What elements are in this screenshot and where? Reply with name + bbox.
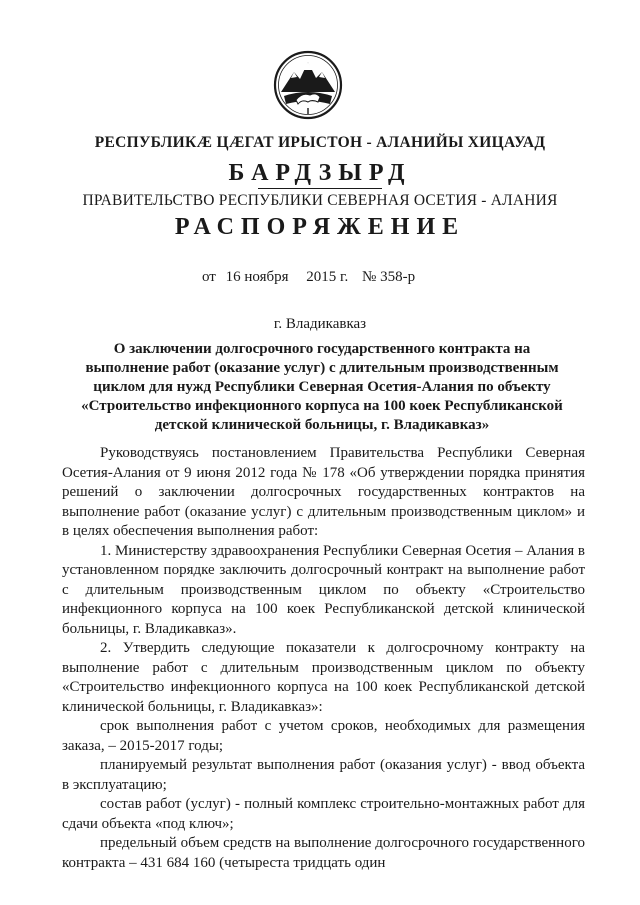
government-line: ПРАВИТЕЛЬСТВО РЕСПУБЛИКИ СЕВЕРНАЯ ОСЕТИЯ - АЛАНИЯ (82, 192, 558, 209)
title-line: выполнение работ (оказание услуг) с длительным производственным (85, 360, 559, 376)
title-line: О заключении долгосрочного государственного контракта на (113, 341, 531, 357)
paragraph-term: срок выполнения работ с учетом сроков, необходимых для размещения заказа, – 2015-2017 годы; (62, 718, 585, 754)
title-line: циклом для нужд Республики Северная Осетия-Алания по объекту (93, 379, 551, 395)
title-line: «Строительство инфекционного корпуса на 100 коек Республиканской (81, 398, 563, 414)
date-prefix: от (202, 269, 216, 285)
date-line (202, 269, 421, 286)
doc-number: № 358-р (362, 269, 416, 285)
order-body (62, 444, 585, 873)
ossetian-government-line: РЕСПУБЛИКÆ ЦÆГАТ ИРЫСТОН - АЛАНИЙЫ ХИЦАУАД (94, 134, 546, 151)
doc-type-title: РАСПОРЯЖЕНИЕ (174, 214, 466, 240)
date-year: 2015 г. (306, 269, 349, 285)
paragraph-budget: предельный объем средств на выполнение долгосрочного государственного контракта – 431 684 160 (четыреста тридцать один (62, 835, 585, 871)
coat-of-arms-icon (272, 48, 344, 122)
title-line: детской клинической больницы, г. Владикавказ» (154, 417, 490, 433)
paragraph-scope: состав работ (услуг) - полный комплекс строительно-монтажных работ для сдачи объекта «под ключ»; (62, 796, 585, 832)
paragraph-result: планируемый результат выполнения работ (оказания услуг) - ввод объекта в эксплуатацию; (62, 757, 585, 793)
paragraph-item-1: 1. Министерству здравоохранения Республики Северная Осетия – Алания в установленном порядке заключить долгосрочный контракт на выполнение работ с длительным производственным циклом по объекту «Строительство инфекционного корпуса на 100 коек Республиканской детской клинической больницы, г. Владикавказ». (62, 542, 585, 637)
paragraph-item-2: 2. Утвердить следующие показатели к долгосрочному контракту на выполнение работ с длительным производственным циклом по объекту «Строительство инфекционного корпуса на 100 коек Республиканской детской клинической больницы, г. Владикавказ»: (62, 640, 585, 715)
order-title (62, 340, 582, 435)
city: г. Владикавказ (273, 316, 367, 332)
ossetian-doc-type: БАРДЗЫРД (228, 160, 412, 186)
paragraph-preamble: Руководствуясь постановлением Правительства Республики Северная Осетия-Алания от 9 июня 2012 года № 178 «Об утверждении порядка принятия решений о заключении долгосрочных государственных контрактов на выполнение работ (оказание услуг) с длительным производственным циклом» и в целях обеспечения выполнения работ: (62, 445, 585, 539)
date-day-month: 16 ноября (225, 269, 289, 285)
header-divider (258, 188, 382, 189)
